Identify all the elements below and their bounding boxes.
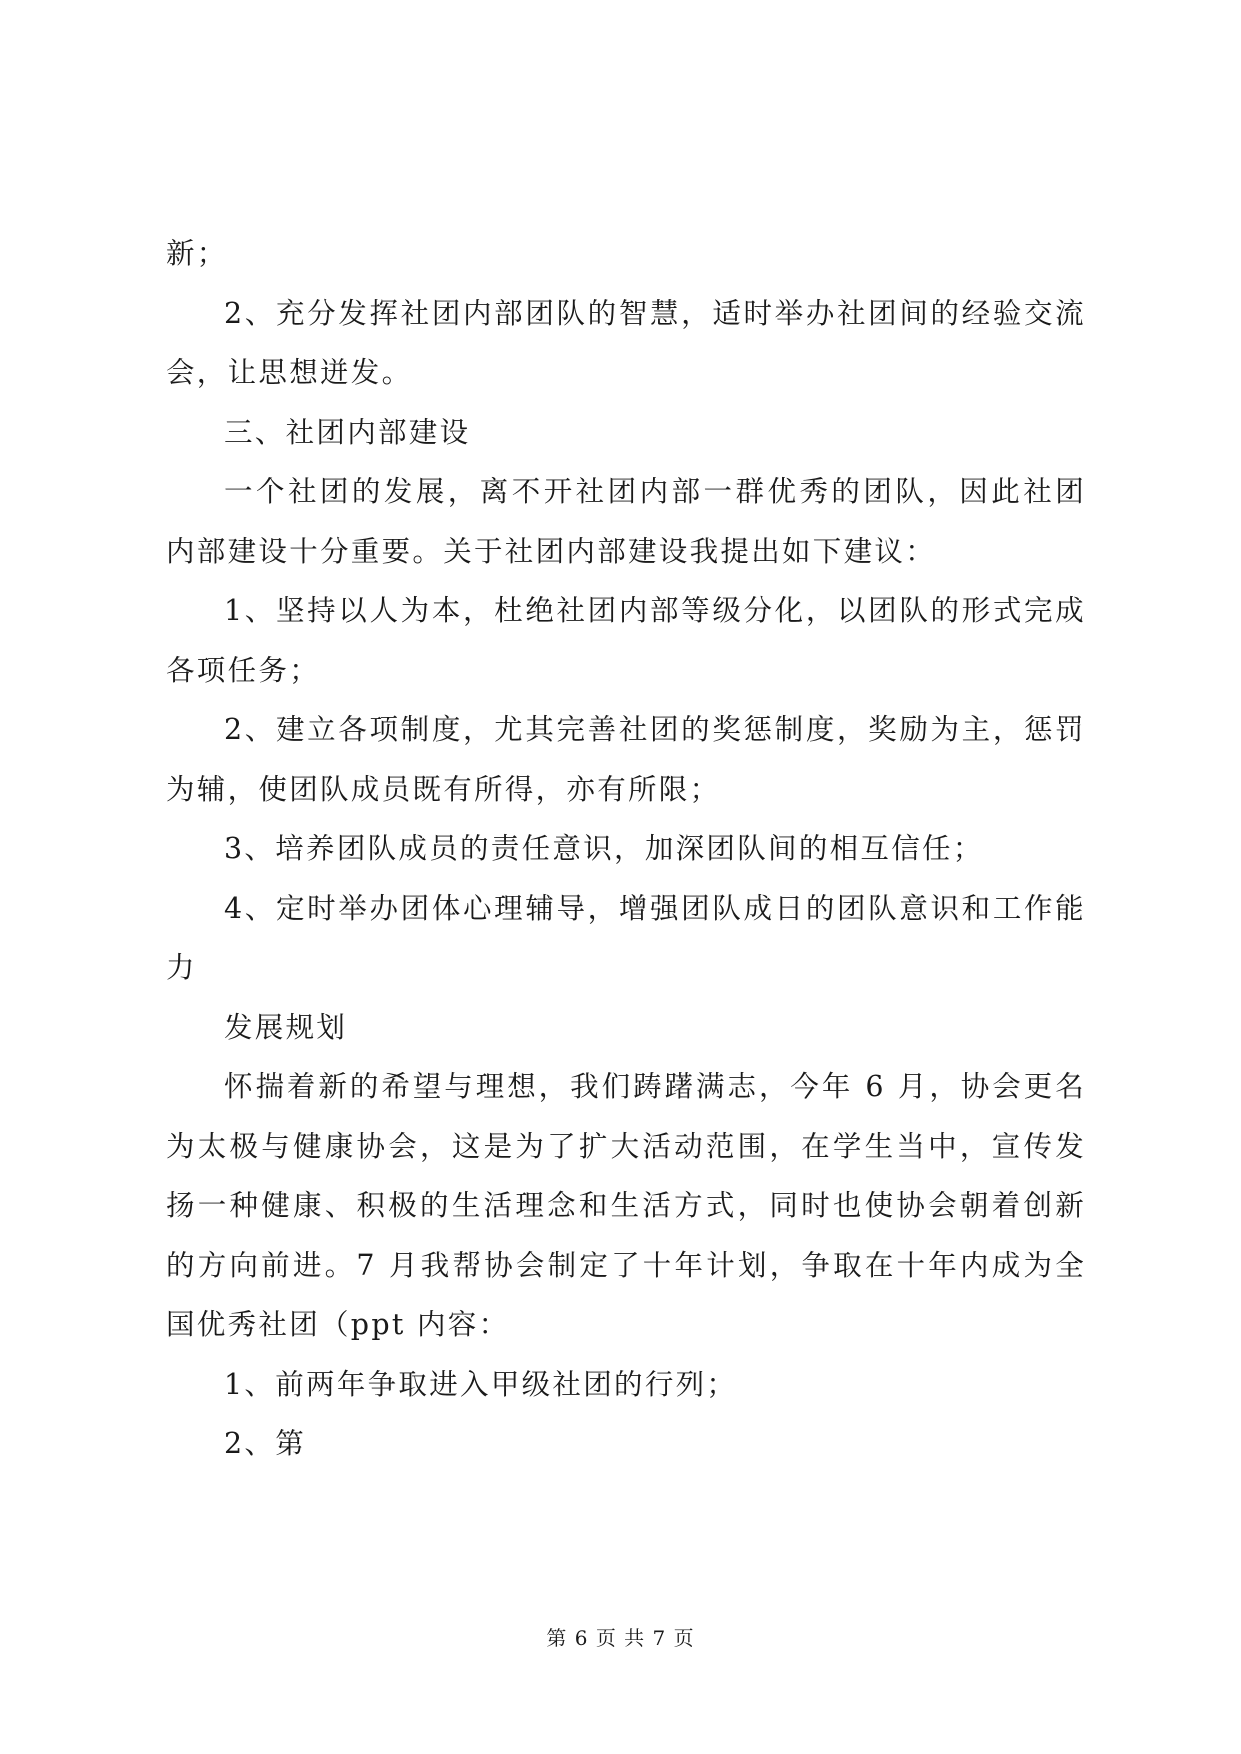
- paragraph-item-3-responsibility: 3、培养团队成员的责任意识，加深团队间的相互信任；: [224, 832, 984, 865]
- document-body: [166, 224, 1086, 1474]
- paragraph-item-1-people-oriented: 1、坚持以人为本，杜绝社团内部等级分化，以团队的形式完成各项任务；: [166, 594, 1086, 687]
- paragraph-plan-item-1: 1、前两年争取进入甲级社团的行列；: [224, 1367, 738, 1401]
- paragraph-development-plan: 怀揣着新的希望与理想，我们踌躇满志，今年 6 月，协会更名为太极与健康协会，这是为了扩大活动范围，在学生当中，宣传发扬一种健康、积极的生活理念和生活方式，同时也使协会朝着创新的方向前进。7 月我帮协会制定了十年计划，争取在十年内成为全国优秀社团（ppt 内容：: [166, 1070, 1086, 1341]
- paragraph-item-2-systems: 2、建立各项制度，尤其完善社团的奖惩制度，奖励为主，惩罚为辅，使团队成员既有所得，亦有所限；: [166, 713, 1086, 806]
- paragraph-intro-internal-construction: 一个社团的发展，离不开社团内部一群优秀的团队，因此社团内部建设十分重要。关于社团内部建设我提出如下建议：: [166, 475, 1086, 568]
- paragraph-item-4-counseling: 4、定时举办团体心理辅导，增强团队成日的团队意识和工作能力: [166, 891, 1086, 984]
- section-heading-development-plan: 发展规划: [224, 1010, 348, 1044]
- section-heading-internal-construction: 三、社团内部建设: [224, 415, 471, 449]
- paragraph-plan-item-2: 2、第: [224, 1427, 307, 1460]
- paragraph-item-2-wisdom: 2、充分发挥社团内部团队的智慧，适时举办社团间的经验交流会，让思想迸发。: [166, 296, 1086, 389]
- page-footer: [0, 1622, 1241, 1651]
- paragraph-continuation: 新；: [166, 237, 228, 270]
- page-number-label: 第 6 页 共 7 页: [546, 1626, 695, 1650]
